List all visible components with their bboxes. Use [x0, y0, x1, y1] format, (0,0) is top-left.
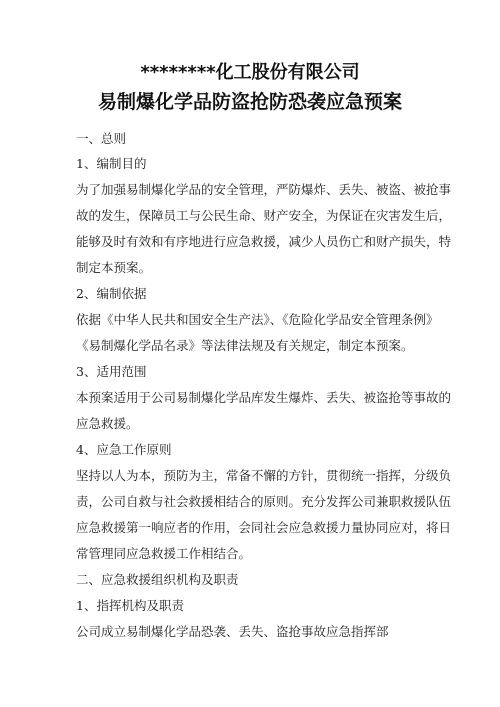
paragraph-line: 能够及时有效和有序地进行应急救援，减少人员伤亡和财产损失，特 [76, 234, 452, 249]
subheading-basis: 2、编制依据 [76, 286, 147, 301]
subheading-principles: 4、应急工作原则 [76, 442, 172, 457]
section-heading-organization: 二、应急救援组织机构及职责 [76, 572, 239, 587]
subheading-purpose: 1、编制目的 [76, 156, 147, 171]
paragraph-line: 公司成立易制爆化学品恐袭、丢失、盗抢事故应急指挥部 [76, 624, 389, 639]
subheading-scope: 3、适用范围 [76, 364, 147, 379]
paragraph-line: 本预案适用于公司易制爆化学品库发生爆炸、丢失、被盗抢等事故的 [76, 390, 452, 405]
paragraph-line: 坚持以人为本，预防为主，常备不懈的方针，贯彻统一指挥，分级负 [76, 468, 452, 483]
paragraph-line: 应急救援第一响应者的作用，会同社会应急救援力量协同应对，将日 [76, 520, 452, 535]
paragraph-line: 常管理同应急救援工作相结合。 [76, 546, 252, 561]
paragraph-line: 责，公司自救与社会救援相结合的原则。充分发挥公司兼职救援队伍 [76, 494, 452, 509]
company-title: ********化工股份有限公司 [140, 62, 360, 83]
plan-title: 易制爆化学品防盗抢防恐袭应急预案 [97, 91, 402, 113]
paragraph-line: 制定本预案。 [76, 260, 152, 275]
paragraph-line: 应急救援。 [76, 416, 139, 431]
paragraph-line: 为了加强易制爆化学品的安全管理，严防爆炸、丢失、被盗、被抢事 [76, 182, 452, 197]
paragraph-line: 依据《中华人民共和国安全生产法》、《危险化学品安全管理条例》 [76, 312, 439, 327]
subheading-command: 1、指挥机构及职责 [76, 598, 184, 613]
section-heading-general: 一、总则 [76, 131, 127, 146]
paragraph-line: 《易制爆化学品名录》等法律法规及有关规定，制定本预案。 [76, 338, 414, 353]
paragraph-line: 故的发生，保障员工与公民生命、财产安全，为保证在灾害发生后， [76, 208, 452, 223]
